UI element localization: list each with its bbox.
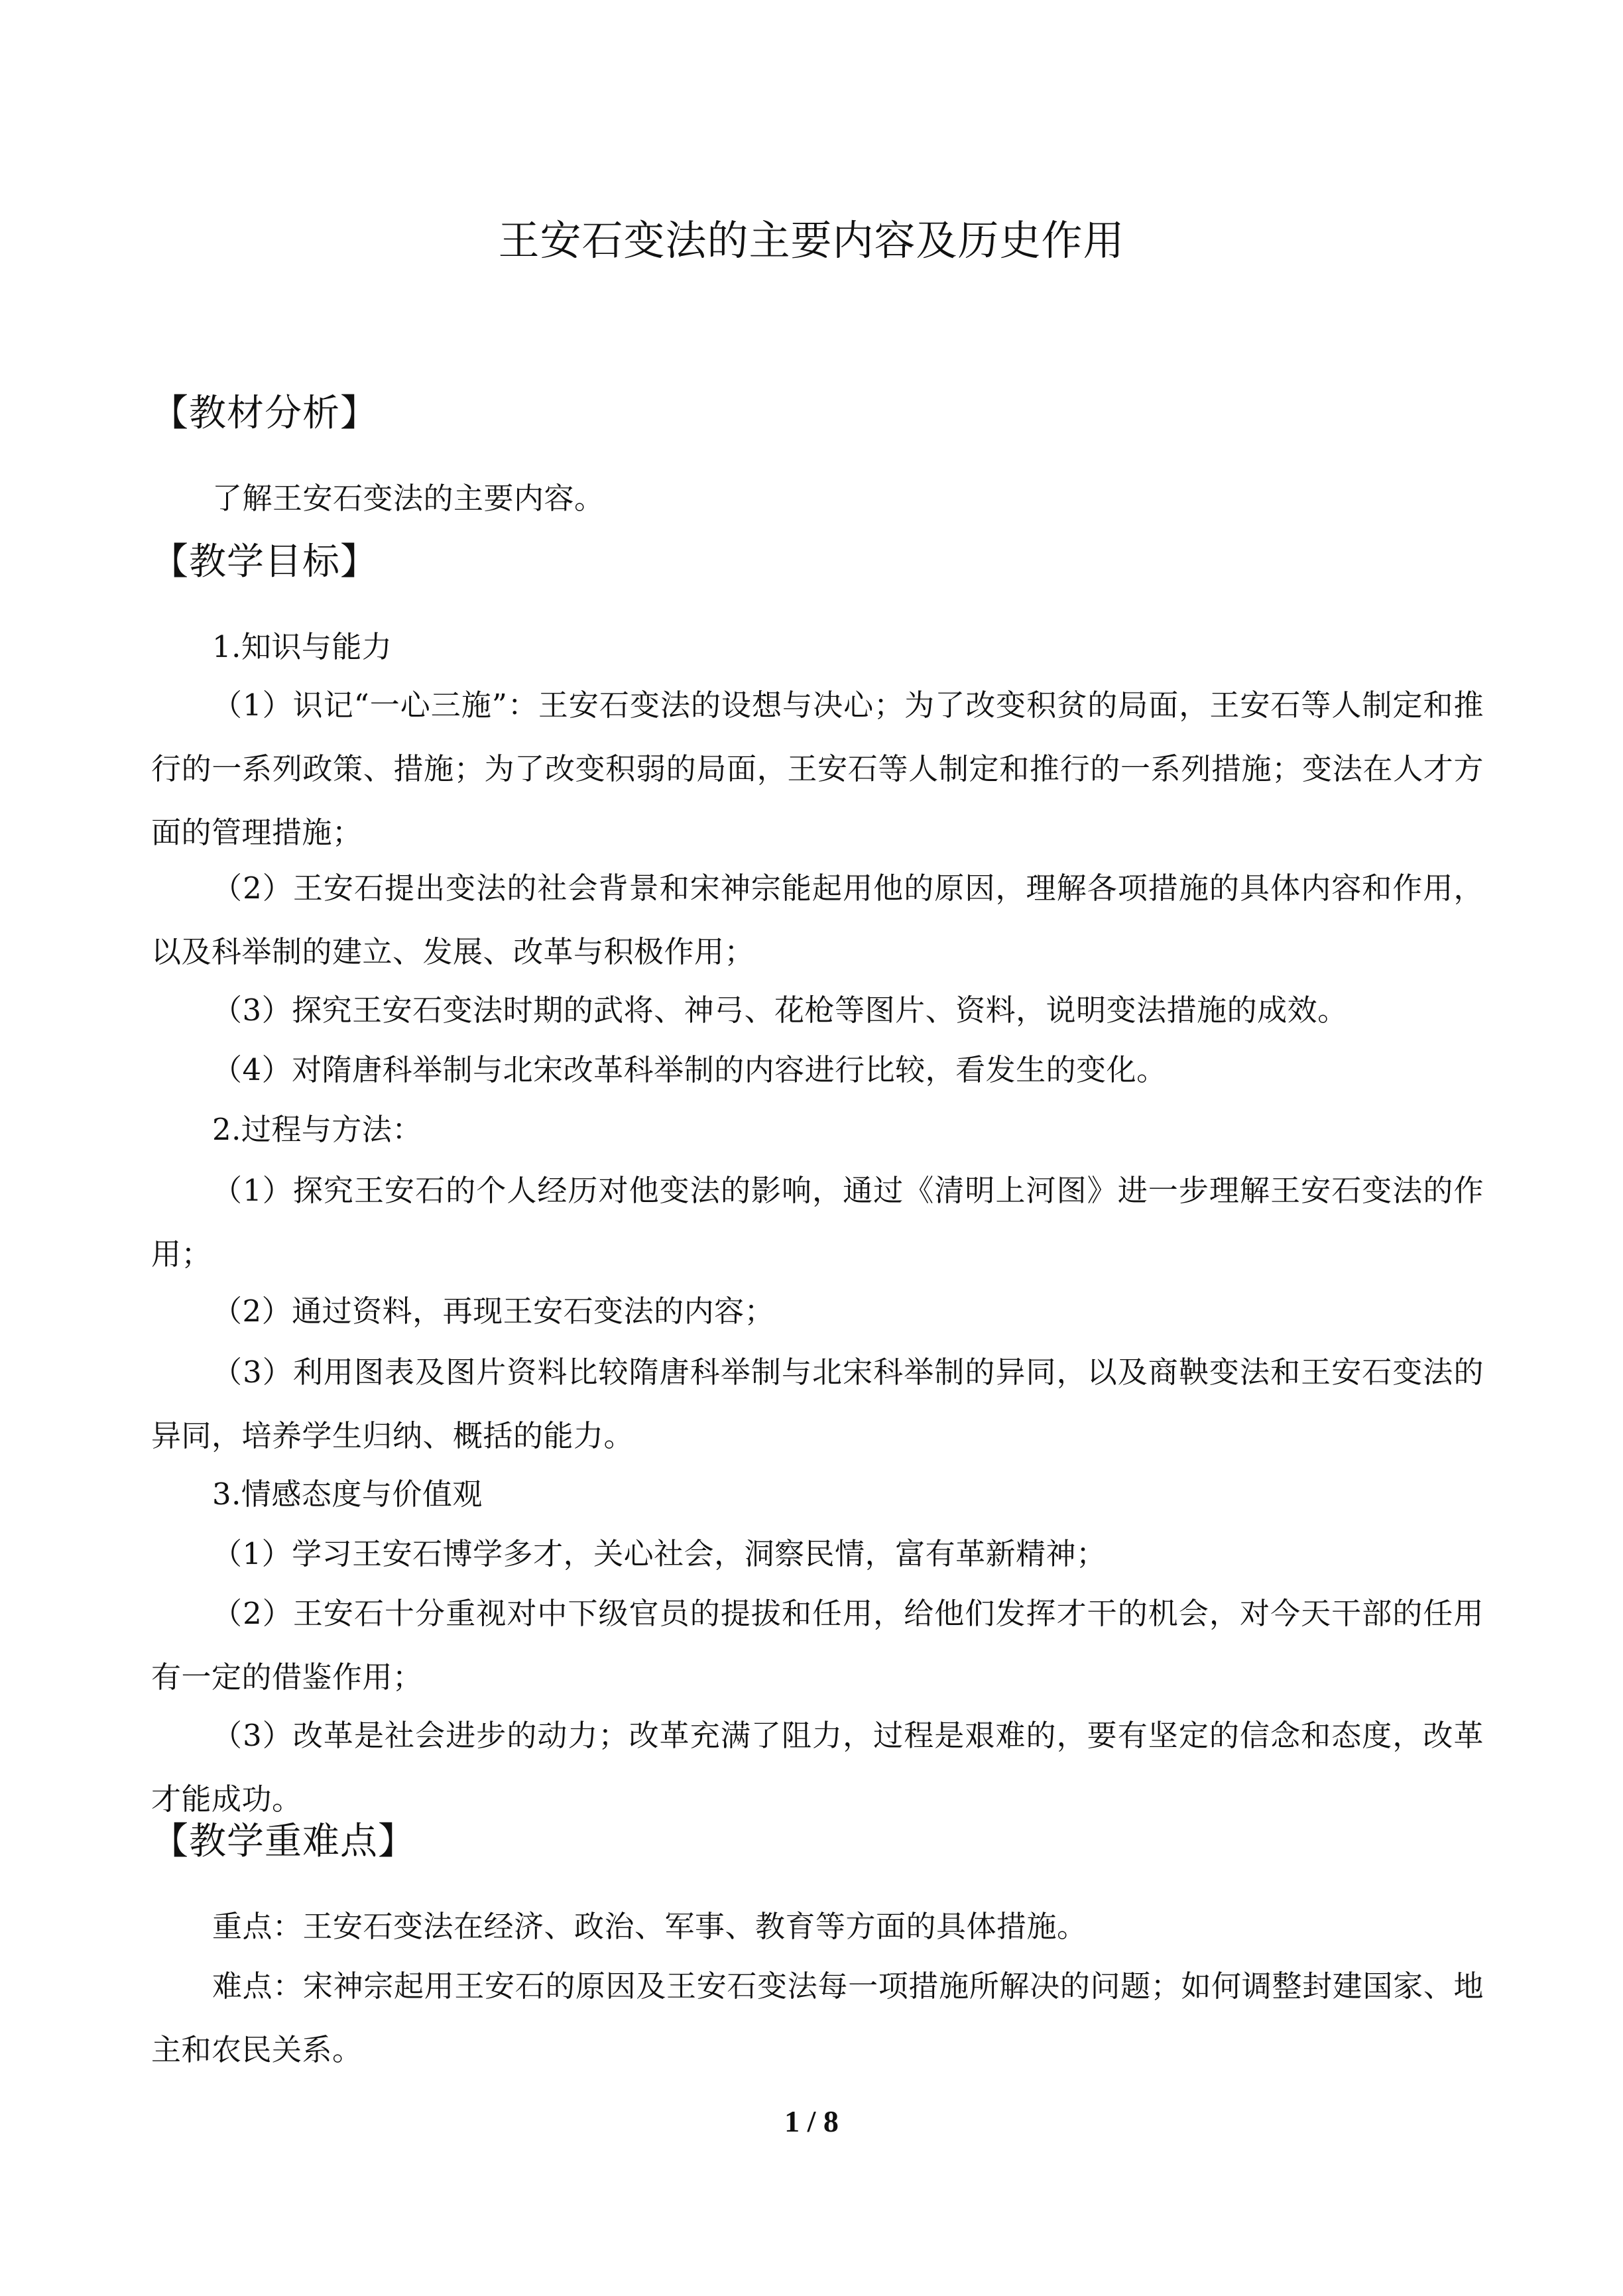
paragraph-key-point: 重点：王安石变法在经济、政治、军事、教育等方面的具体措施。 [212, 1909, 1087, 1944]
paragraph-analysis: 了解王安石变法的主要内容。 [212, 481, 605, 516]
paragraph-process-1: （1）探究王安石的个人经历对他变法的影响，通过《清明上河图》进一步理解王安石变法的作用； [151, 1173, 1484, 1272]
document-title: 王安石变法的主要内容及历史作用 [498, 216, 1125, 265]
paragraph-process-3: （3）利用图表及图片资料比较隋唐科举制与北宋科举制的异同，以及商鞅变法和王安石变法的异同，培养学生归纳、概括的能力。 [151, 1355, 1484, 1453]
paragraph-emotion-2: （2）王安石十分重视对中下级官员的提拔和任用，给他们发挥才干的机会，对今天干部的任用有一定的借鉴作用； [151, 1596, 1484, 1695]
paragraph-knowledge-2: （2）王安石提出变法的社会背景和宋神宗能起用他的原因，理解各项措施的具体内容和作用，以及科举制的建立、发展、改革与积极作用； [151, 871, 1484, 969]
subheading-knowledge: 1.知识与能力 [212, 629, 392, 664]
subheading-process: 2.过程与方法： [212, 1112, 422, 1147]
paragraph-difficult-point: 难点：宋神宗起用王安石的原因及王安石变法每一项措施所解决的问题；如何调整封建国家、地主和农民关系。 [151, 1968, 1484, 2067]
paragraph-emotion-1: （1）学习王安石博学多才，关心社会，洞察民情，富有革新精神； [212, 1536, 1107, 1571]
paragraph-knowledge-4: （4）对隋唐科举制与北宋改革科举制的内容进行比较，看发生的变化。 [212, 1052, 1167, 1087]
paragraph-emotion-3: （3）改革是社会进步的动力；改革充满了阻力，过程是艰难的，要有坚定的信念和态度，改革才能成功。 [151, 1718, 1484, 1817]
section-heading-key-points: 【教学重难点】 [151, 1820, 416, 1863]
paragraph-knowledge-3: （3）探究王安石变法时期的武将、神弓、花枪等图片、资料，说明变法措施的成效。 [212, 993, 1348, 1028]
paragraph-process-2: （2）通过资料，再现王安石变法的内容； [212, 1294, 775, 1329]
section-heading-objectives: 【教学目标】 [151, 540, 378, 583]
paragraph-knowledge-1: （1）识记“一心三施”：王安石变法的设想与决心；为了改变积贫的局面，王安石等人制定和推行的一系列政策、措施；为了改变积弱的局面，王安石等人制定和推行的一系列措施；变法在人才方面的管理措施； [151, 688, 1484, 850]
section-heading-analysis: 【教材分析】 [151, 392, 378, 435]
subheading-emotion: 3.情感态度与价值观 [212, 1477, 483, 1512]
page-number: 1 / 8 [784, 2104, 839, 2138]
